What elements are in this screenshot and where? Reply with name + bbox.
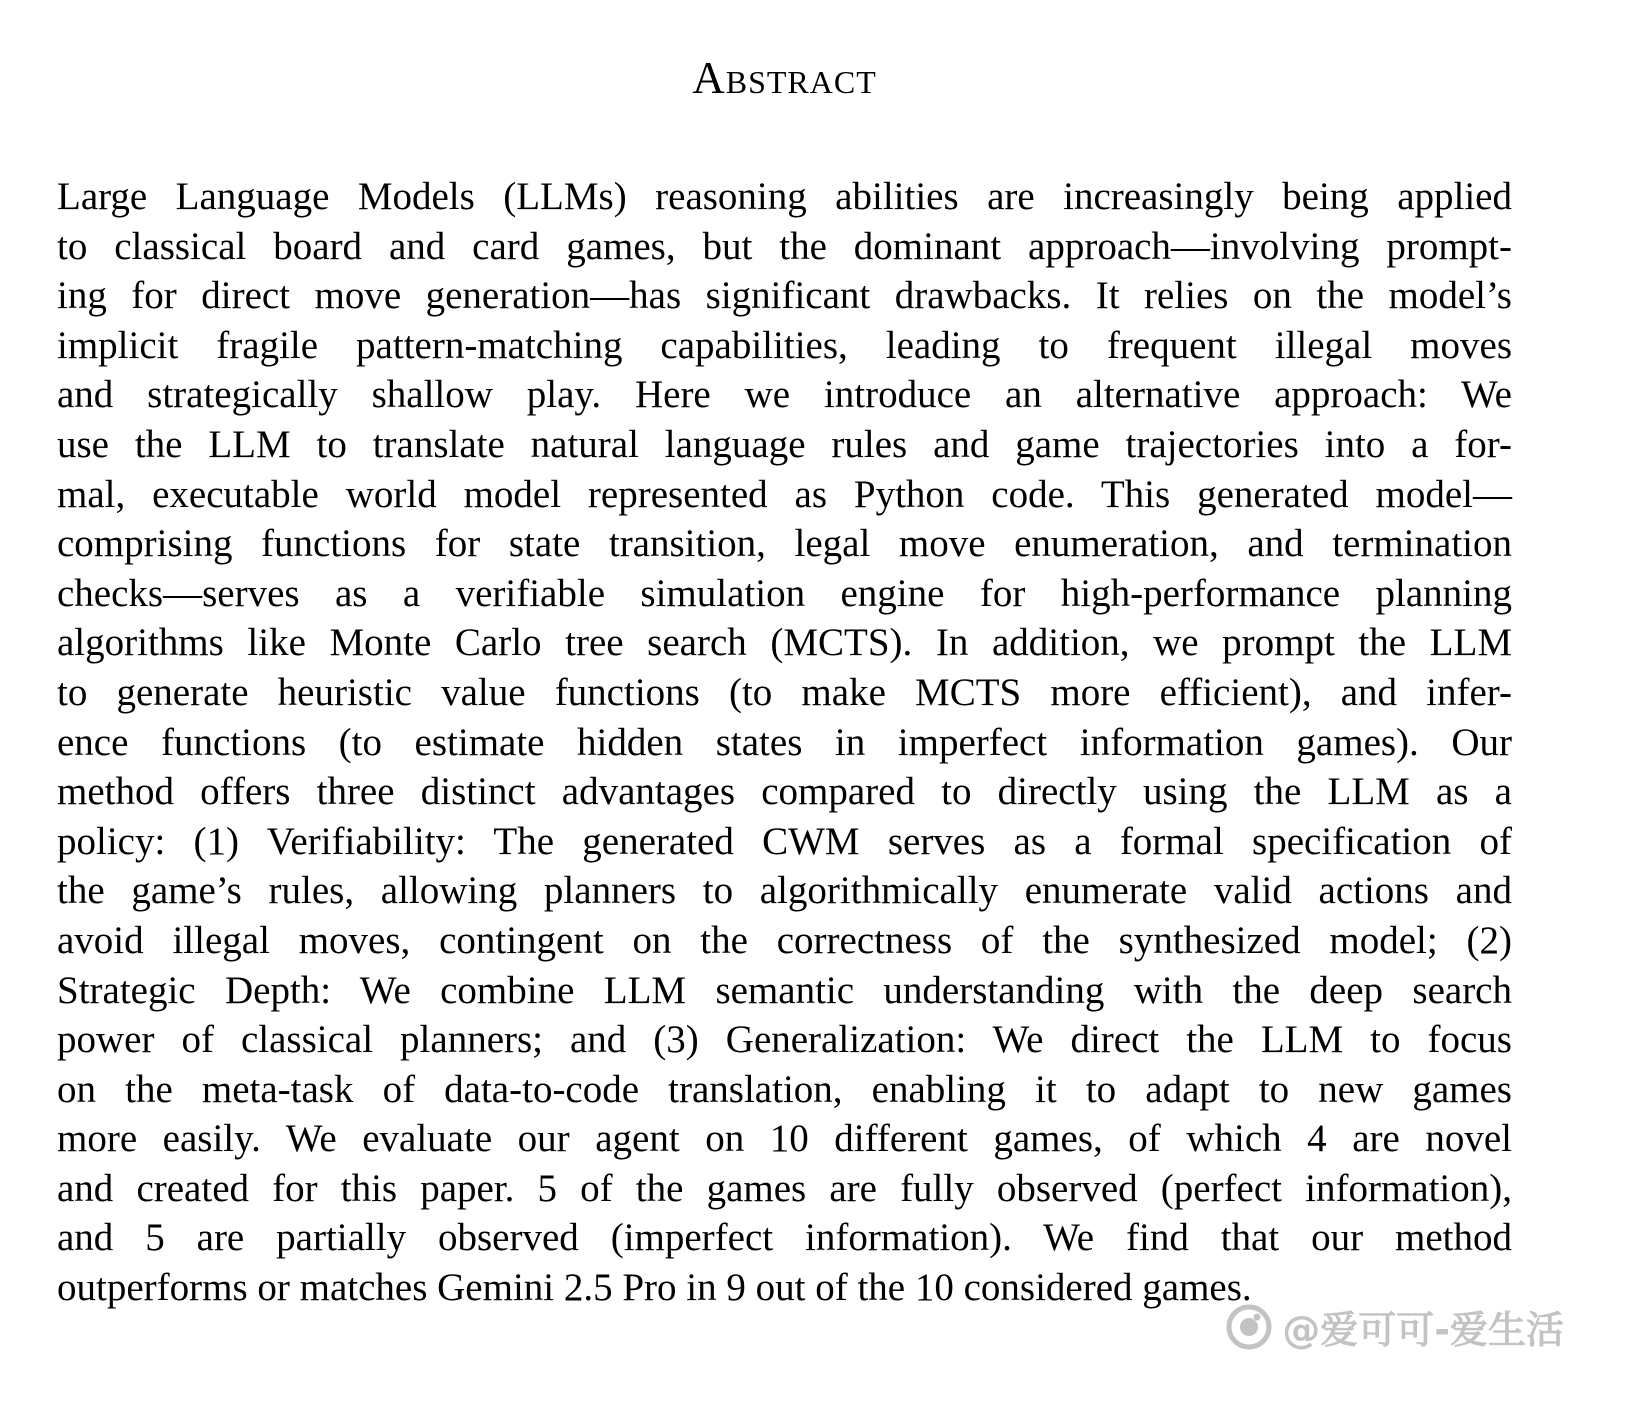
abstract-heading: Abstract — [692, 53, 877, 103]
abstract-line: comprising functions for state transition, legal move enumeration, and termination — [57, 522, 1512, 566]
abstract-paragraph — [57, 172, 1512, 1313]
abstract-line: power of classical planners; and (3) Generalization: We direct the LLM to focus — [57, 1018, 1512, 1062]
abstract-line: and 5 are partially observed (imperfect information). We find that our method — [57, 1216, 1512, 1260]
abstract-line: to classical board and card games, but the dominant approach—involving prompt- — [57, 224, 1512, 268]
abstract-line: method offers three distinct advantages compared to directly using the LLM as a — [57, 770, 1512, 814]
abstract-line: ing for direct move generation—has significant drawbacks. It relies on the model’s — [57, 274, 1512, 318]
abstract-line: use the LLM to translate natural language rules and game trajectories into a for- — [57, 422, 1512, 466]
abstract-line: avoid illegal moves, contingent on the correctness of the synthesized model; (2) — [57, 918, 1512, 962]
abstract-line: to generate heuristic value functions (to make MCTS more efficient), and infer- — [57, 670, 1512, 714]
abstract-line: checks—serves as a verifiable simulation engine for high-performance planning — [57, 571, 1512, 615]
abstract-line: and strategically shallow play. Here we introduce an alternative approach: We — [57, 373, 1512, 417]
abstract-line: and created for this paper. 5 of the games are fully observed (perfect information), — [57, 1166, 1512, 1210]
abstract-line: the game’s rules, allowing planners to algorithmically enumerate valid actions and — [57, 869, 1512, 913]
abstract-line: on the meta-task of data-to-code translation, enabling it to adapt to new games — [57, 1067, 1512, 1111]
watermark-handle: @爱可可-爱生活 — [1282, 1308, 1564, 1352]
abstract-line: policy: (1) Verifiability: The generated CWM serves as a formal specification of — [57, 819, 1512, 863]
abstract-line: algorithms like Monte Carlo tree search (MCTS). In addition, we prompt the LLM — [57, 621, 1512, 665]
abstract-line: mal, executable world model represented as Python code. This generated model— — [57, 472, 1512, 516]
abstract-line: Strategic Depth: We combine LLM semantic understanding with the deep search — [57, 968, 1512, 1012]
abstract-line-last: outperforms or matches Gemini 2.5 Pro in 9 out of the 10 considered games. — [57, 1266, 1252, 1310]
abstract-line: ence functions (to estimate hidden states in imperfect information games). Our — [57, 720, 1512, 764]
abstract-line: implicit fragile pattern-matching capabilities, leading to frequent illegal moves — [57, 323, 1512, 367]
abstract-line: Large Language Models (LLMs) reasoning abilities are increasingly being applied — [57, 175, 1512, 218]
abstract-line: more easily. We evaluate our agent on 10 different games, of which 4 are novel — [57, 1117, 1512, 1161]
